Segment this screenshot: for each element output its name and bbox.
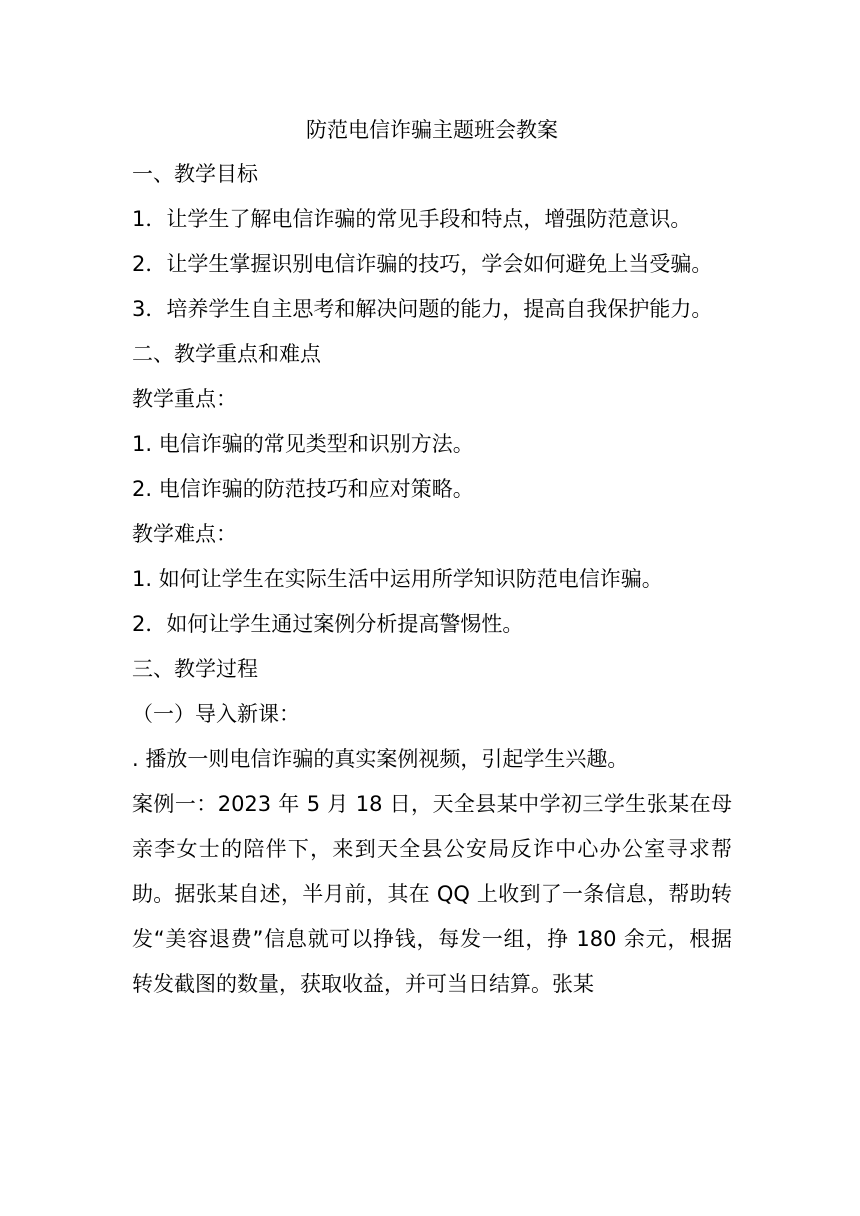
case-paragraph-1: 案例一：2023 年 5 月 18 日，天全县某中学初三学生张某在母亲李女士的陪伴下，来到天全县公安局反诈中心办公室寻求帮助。据张某自述，半月前，其在 QQ 上收到了一条信息，帮助转发“美容退费”信息就可以挣钱，每发一组，挣 180 余元，根据转发截图的数量，获取收益，并可当日结算。张某	[132, 792, 732, 996]
goal-item-1: 1．让学生了解电信诈骗的常见手段和特点，增强防范意识。	[132, 207, 692, 231]
difficulty-label: 教学难点：	[132, 522, 237, 546]
goal-item-2: 2．让学生掌握识别电信诈骗的技巧，学会如何避免上当受骗。	[132, 252, 713, 276]
section-heading-process: 三、教学过程	[132, 657, 258, 681]
difficulty-item-2: 2．如何让学生通过案例分析提高警惕性。	[132, 612, 524, 636]
focus-label: 教学重点：	[132, 387, 237, 411]
difficulty-item-1: 1. 如何让学生在实际生活中运用所学知识防范电信诈骗。	[132, 567, 663, 591]
intro-step: . 播放一则电信诈骗的真实案例视频，引起学生兴趣。	[132, 747, 629, 771]
section-heading-keypoints: 二、教学重点和难点	[132, 342, 321, 366]
section-heading-goals: 一、教学目标	[132, 162, 258, 186]
focus-item-1: 1. 电信诈骗的常见类型和识别方法。	[132, 432, 474, 456]
goal-item-3: 3．培养学生自主思考和解决问题的能力，提高自我保护能力。	[132, 297, 713, 321]
intro-heading: （一）导入新课：	[132, 702, 300, 726]
document-title: 防范电信诈骗主题班会教案	[306, 118, 558, 142]
focus-item-2: 2. 电信诈骗的防范技巧和应对策略。	[132, 477, 474, 501]
document-body	[132, 108, 732, 1007]
